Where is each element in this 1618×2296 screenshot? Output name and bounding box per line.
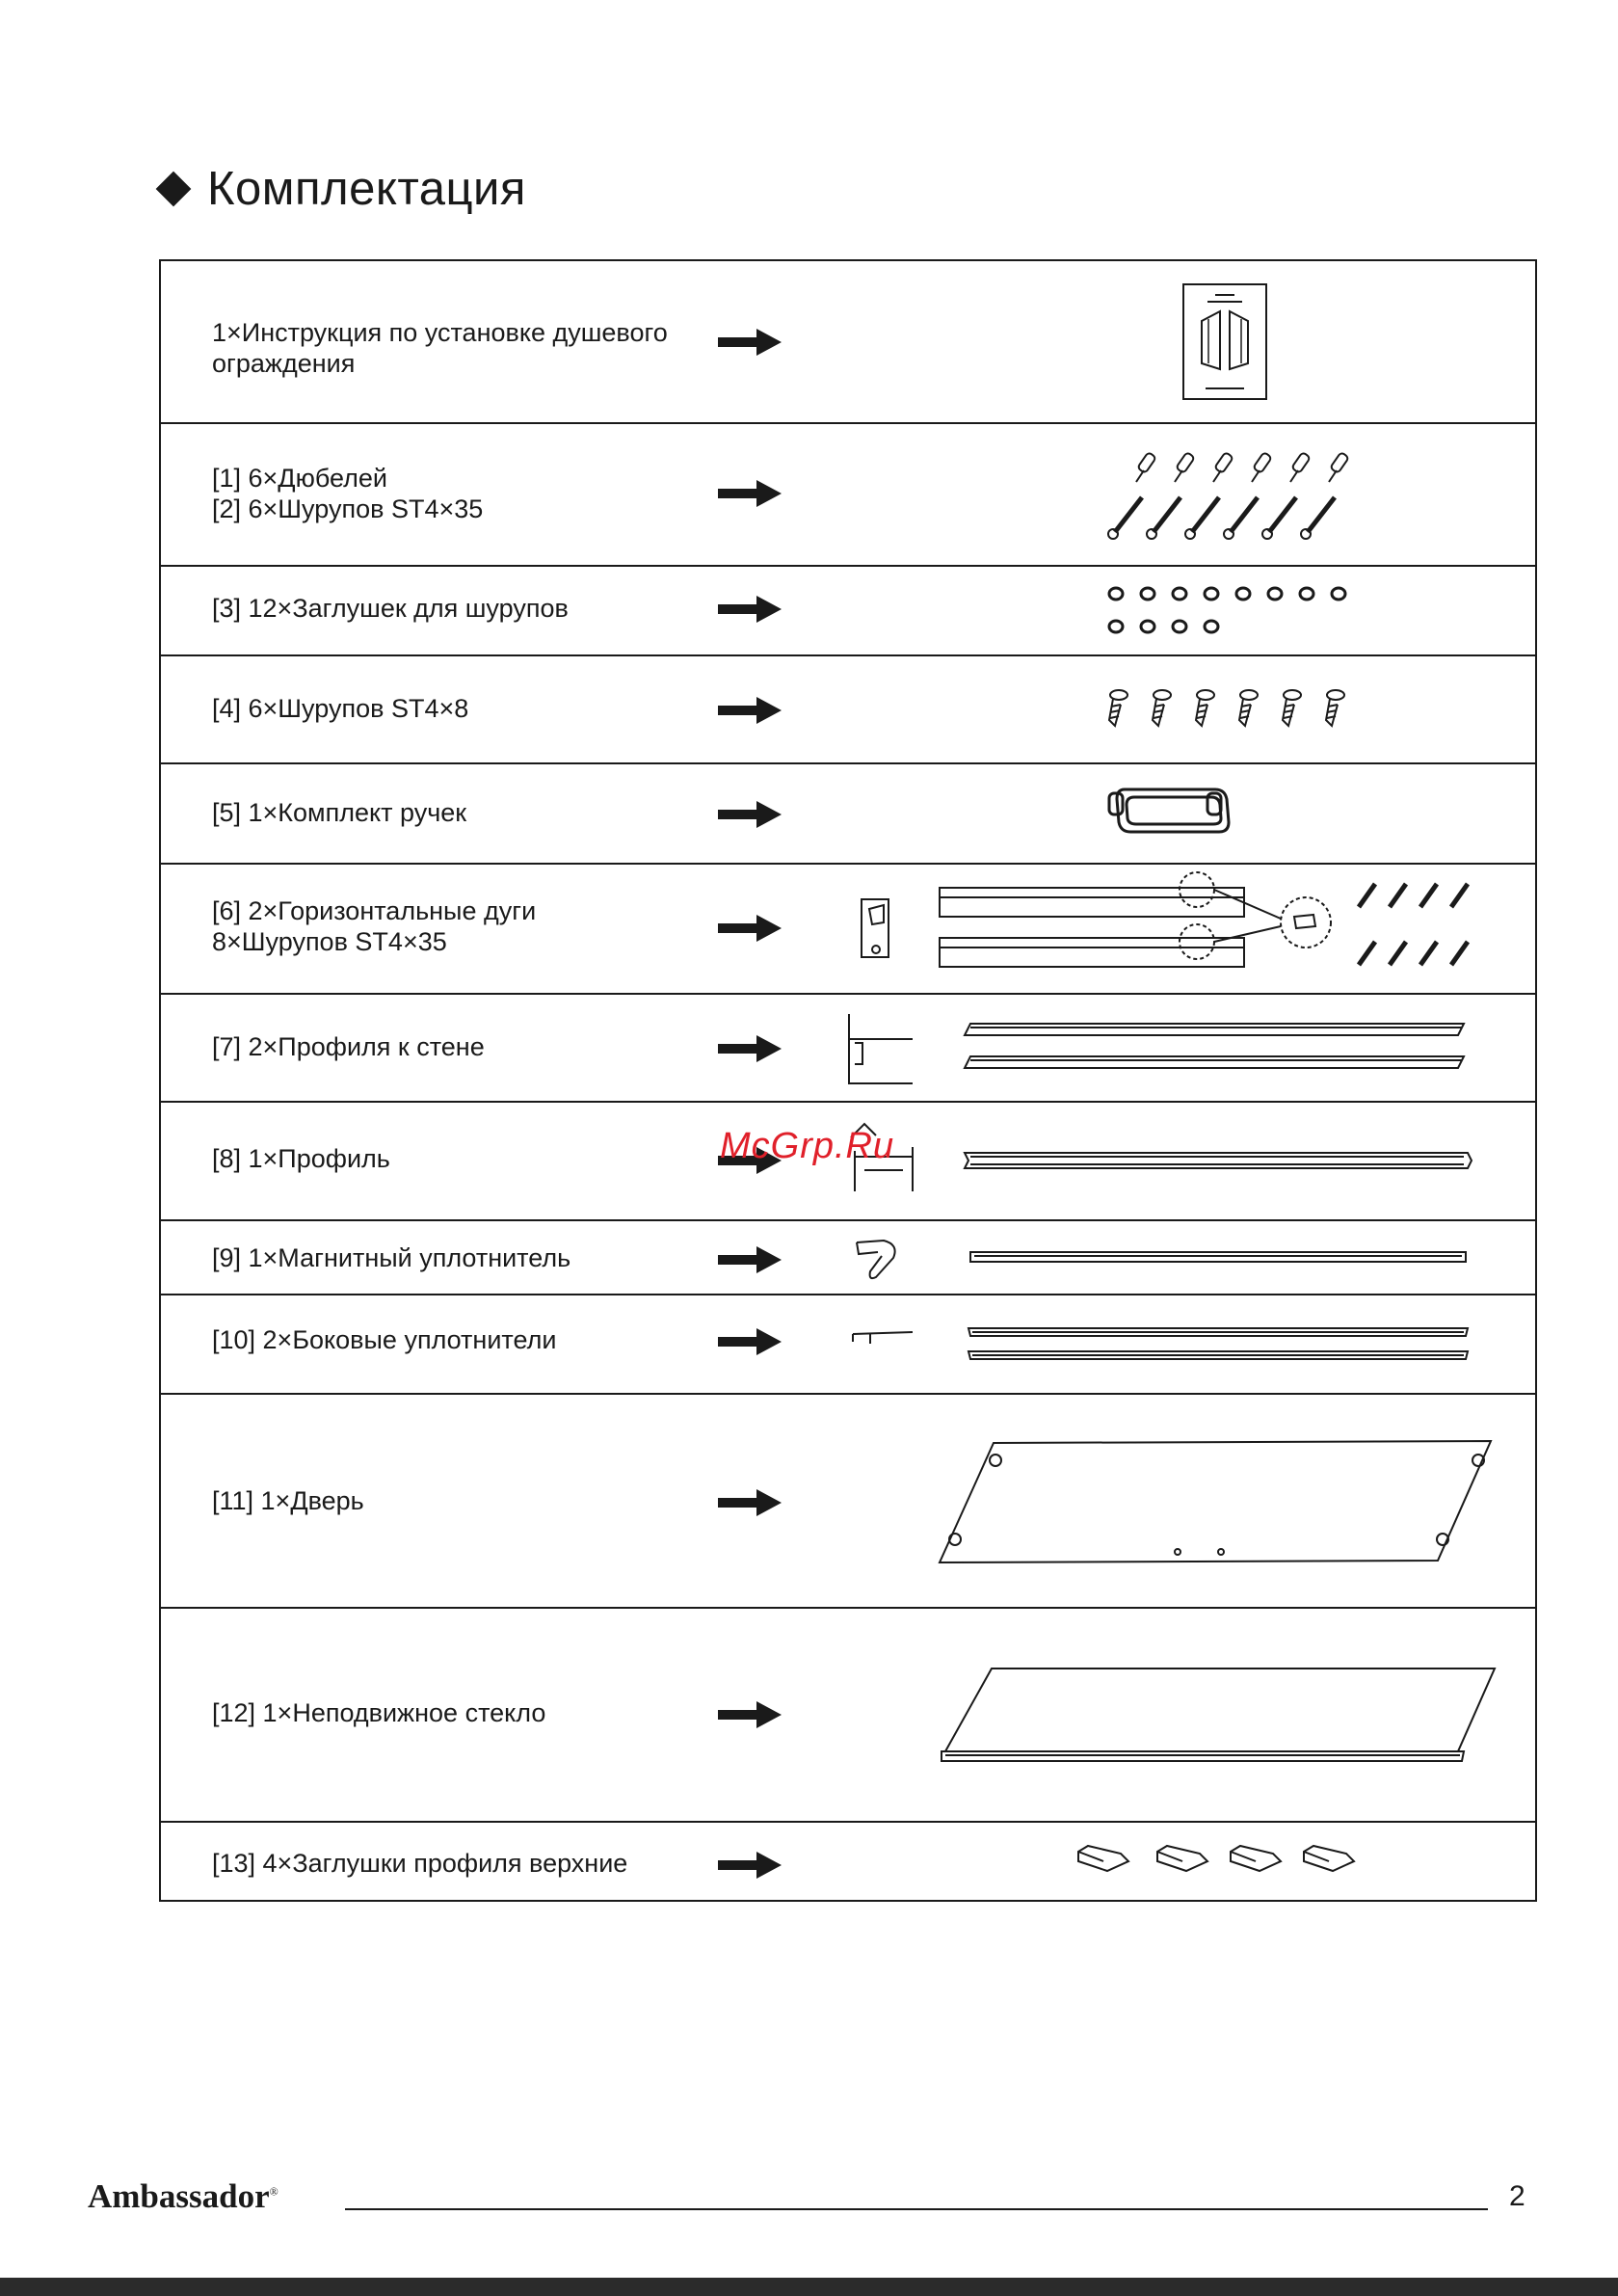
parts-row bbox=[161, 865, 1535, 995]
parts-row bbox=[161, 995, 1535, 1103]
part-label: [5] 1×Комплект ручек bbox=[212, 798, 467, 827]
part-label: [12] 1×Неподвижное стекло bbox=[212, 1698, 546, 1727]
screw-caps-icon bbox=[161, 567, 1539, 656]
part-label: [9] 1×Магнитный уплотнитель bbox=[212, 1243, 571, 1272]
part-label: [4] 6×Шурупов ST4×8 bbox=[212, 694, 469, 723]
parts-table bbox=[159, 259, 1537, 1902]
fixed-glass-icon bbox=[161, 1609, 1539, 1823]
parts-row bbox=[161, 1395, 1535, 1609]
part-label: [1] 6×Дюбелей [2] 6×Шурупов ST4×35 bbox=[212, 464, 484, 523]
brand-name: Ambassador bbox=[88, 2177, 270, 2215]
registered-mark: ® bbox=[269, 2184, 279, 2199]
instruction-manual-icon bbox=[161, 261, 1539, 424]
part-label: [6] 2×Горизонтальные дуги 8×Шурупов ST4×35 bbox=[212, 896, 537, 956]
door-glass-icon bbox=[161, 1395, 1539, 1609]
horizontal-rails-icon bbox=[161, 865, 1539, 995]
part-label: [3] 12×Заглушек для шурупов bbox=[212, 594, 569, 623]
side-seals-icon bbox=[161, 1295, 1539, 1395]
parts-row bbox=[161, 1609, 1535, 1823]
handle-set-icon bbox=[161, 764, 1539, 865]
wall-profiles-icon bbox=[161, 995, 1539, 1103]
part-label: [7] 2×Профиля к стене bbox=[212, 1032, 485, 1061]
brand-logo bbox=[88, 2177, 279, 2216]
part-label: [8] 1×Профиль bbox=[212, 1144, 390, 1173]
diamond-bullet-icon bbox=[156, 172, 192, 207]
parts-row bbox=[161, 1221, 1535, 1295]
page-title: Комплектация bbox=[207, 163, 526, 215]
parts-row bbox=[161, 1295, 1535, 1395]
top-profile-caps-icon bbox=[161, 1823, 1539, 1904]
part-label: [10] 2×Боковые уплотнители bbox=[212, 1325, 557, 1354]
watermark: McGrp.Ru bbox=[720, 1126, 895, 1166]
page-number: 2 bbox=[1509, 2180, 1525, 2212]
part-label: 1×Инструкция по установке душевого ограждения bbox=[212, 318, 668, 378]
footer-rule bbox=[345, 2208, 1488, 2210]
dowels-and-screws-icon bbox=[161, 424, 1539, 567]
part-label: [13] 4×Заглушки профиля верхние bbox=[212, 1849, 628, 1878]
bottom-band bbox=[0, 2278, 1618, 2296]
parts-row bbox=[161, 424, 1535, 567]
parts-row bbox=[161, 567, 1535, 656]
parts-row bbox=[161, 1823, 1535, 1904]
magnetic-seal-icon bbox=[161, 1221, 1539, 1295]
parts-row bbox=[161, 764, 1535, 865]
part-label: [11] 1×Дверь bbox=[212, 1486, 364, 1515]
parts-row bbox=[161, 261, 1535, 424]
section-heading bbox=[157, 160, 526, 218]
short-screws-icon bbox=[161, 656, 1539, 764]
parts-row bbox=[161, 656, 1535, 764]
